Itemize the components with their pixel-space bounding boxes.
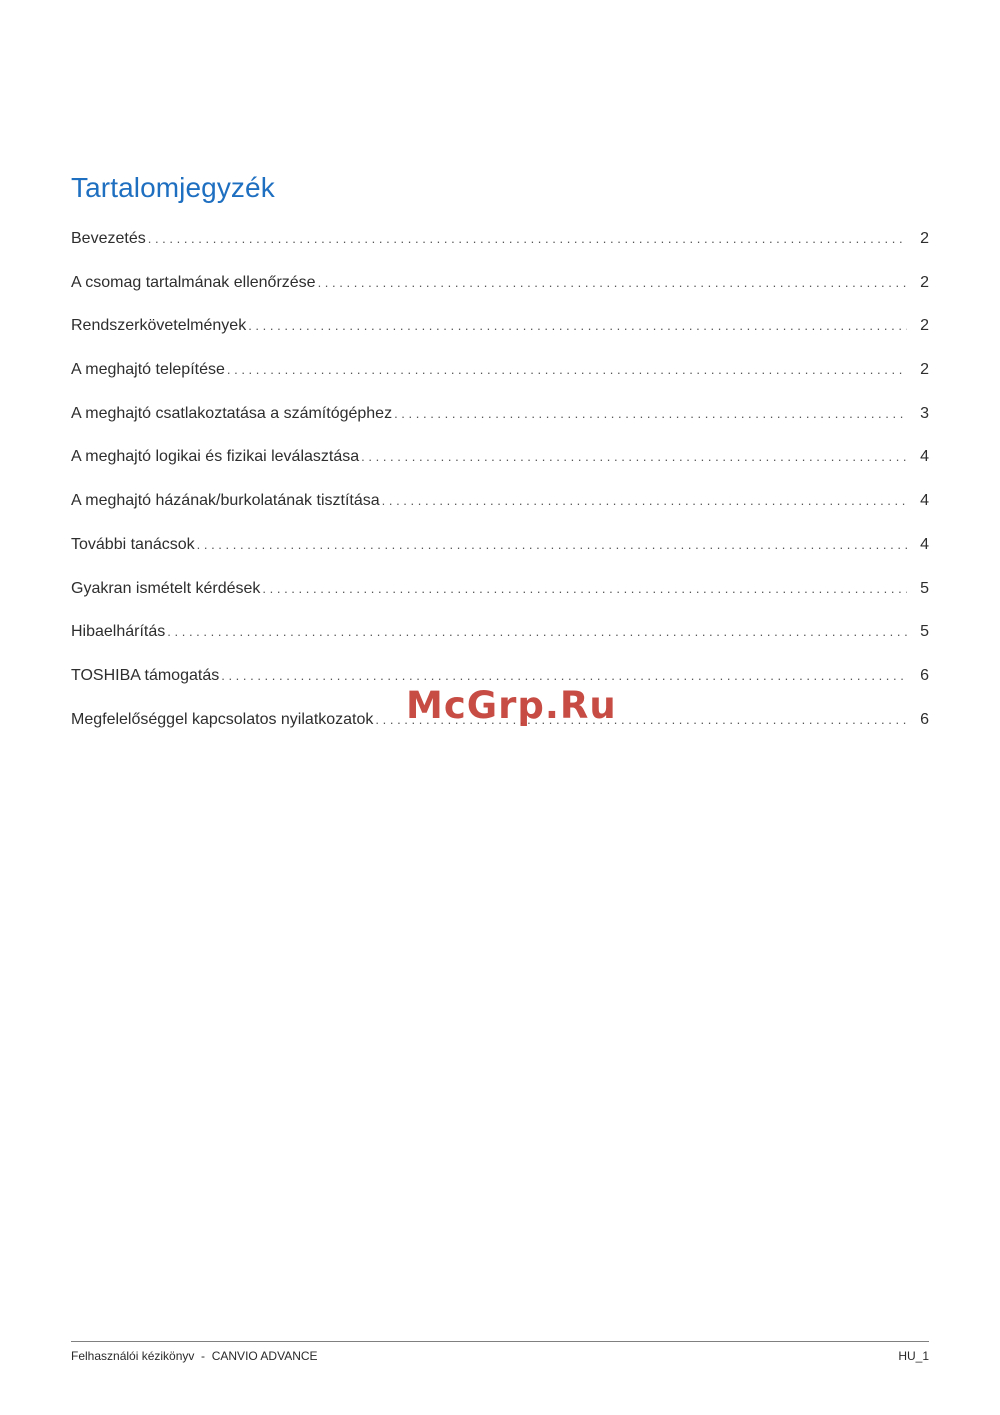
toc-entry[interactable] xyxy=(71,358,929,402)
toc-entry-label: TOSHIBA támogatás xyxy=(71,666,220,684)
toc-entry-page: 4 xyxy=(920,535,929,553)
toc-dot-leader xyxy=(318,271,907,295)
toc-entry-page: 2 xyxy=(920,273,929,291)
toc-entry[interactable] xyxy=(71,708,929,752)
toc-dot-leader xyxy=(382,489,907,513)
toc-entry-label: A meghajtó telepítése xyxy=(71,361,225,379)
toc-dot-leader xyxy=(394,402,907,426)
toc-entry-page: 2 xyxy=(920,361,929,379)
toc-entry-page: 2 xyxy=(920,230,929,247)
toc-dot-leader xyxy=(221,664,907,688)
toc-entry-label: Megfelelőséggel kapcsolatos nyilatkozatok xyxy=(71,710,374,728)
watermark: McGrp.Ru xyxy=(406,684,617,727)
toc-entry-label: Rendszerkövetelmények xyxy=(71,317,247,335)
toc-entry-page: 4 xyxy=(920,492,929,510)
toc-entry-page: 5 xyxy=(920,579,929,597)
page-title: Tartalomjegyzék xyxy=(71,172,275,203)
toc-dot-leader xyxy=(197,533,907,557)
toc-entry[interactable] xyxy=(71,445,929,489)
toc-entry-label: Gyakran ismételt kérdések xyxy=(71,579,261,597)
toc-entry-label: A meghajtó házának/burkolatának tisztítása xyxy=(71,492,380,510)
toc-entry[interactable] xyxy=(71,533,929,577)
toc-entry-label: Bevezetés xyxy=(71,230,146,247)
toc-dot-leader xyxy=(227,358,907,382)
toc-dot-leader xyxy=(167,620,907,644)
footer-document-title: Felhasználói kézikönyv - CANVIO ADVANCE xyxy=(71,1349,318,1363)
toc-entry-label: Hibaelhárítás xyxy=(71,623,166,641)
toc-entry[interactable] xyxy=(71,402,929,446)
toc-dot-leader xyxy=(148,227,907,251)
footer-divider xyxy=(71,1341,929,1342)
toc-entry-label: A meghajtó logikai és fizikai leválasztása xyxy=(71,448,360,466)
toc-entry-page: 4 xyxy=(920,448,929,466)
table-of-contents xyxy=(71,227,929,751)
toc-entry[interactable] xyxy=(71,577,929,621)
toc-entry-label: További tanácsok xyxy=(71,535,195,553)
toc-entry[interactable] xyxy=(71,227,929,271)
toc-entry-page: 6 xyxy=(920,666,929,684)
toc-dot-leader xyxy=(262,577,907,601)
toc-entry[interactable] xyxy=(71,314,929,358)
toc-entry-page: 5 xyxy=(920,623,929,641)
toc-entry[interactable] xyxy=(71,620,929,664)
toc-entry-label: A meghajtó csatlakoztatása a számítógéphez xyxy=(71,404,393,422)
toc-dot-leader xyxy=(375,708,907,732)
toc-entry-page: 2 xyxy=(920,317,929,335)
toc-entry[interactable] xyxy=(71,489,929,533)
toc-entry-page: 6 xyxy=(920,710,929,728)
toc-dot-leader xyxy=(248,314,907,338)
toc-entry[interactable] xyxy=(71,664,929,708)
toc-entry-label: A csomag tartalmának ellenőrzése xyxy=(71,273,316,291)
toc-dot-leader xyxy=(361,445,907,469)
toc-entry[interactable] xyxy=(71,271,929,315)
toc-entry-page: 3 xyxy=(920,404,929,422)
footer-page-number: HU_1 xyxy=(898,1349,929,1363)
